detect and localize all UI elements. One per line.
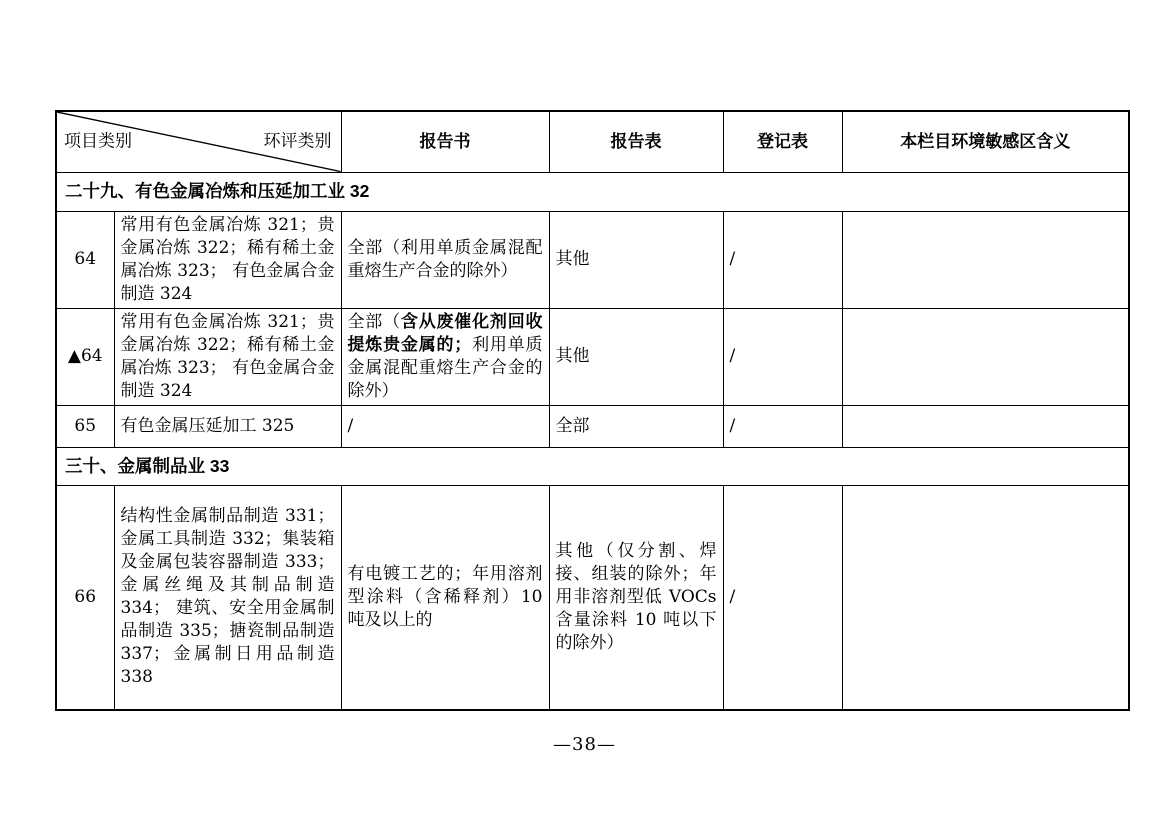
row-65-registration-form: / <box>723 405 842 447</box>
row-64-registration-form: / <box>723 211 842 308</box>
page-number: —38— <box>553 734 616 755</box>
row-64t-category: 常用有色金属冶炼 321；贵金属冶炼 322；稀有稀土金属冶炼 323； 有色金属合金制造 324 <box>114 308 341 405</box>
row-66-category: 结构性金属制品制造 331；金属工具制造 332；集装箱及金属包装容器制造 333；金属丝绳及其制品制造 334； 建筑、安全用金属制品制造 335；搪瓷制品制造 337；金属制日用品制造 338 <box>114 485 341 710</box>
row-64t-registration-form: / <box>723 308 842 405</box>
row-64t-sensitive-area-meaning <box>842 308 1129 405</box>
row-64t-report-book-prefix: 全部（ <box>347 311 401 332</box>
eia-classification-table <box>55 110 1130 711</box>
row-66-sensitive-area-meaning <box>842 485 1129 710</box>
header-project-category: 项目类别 <box>64 131 132 152</box>
row-64t-report-book <box>341 308 549 405</box>
row-65-report-form: 全部 <box>549 405 723 447</box>
section-row-29 <box>56 172 1129 211</box>
row-64-report-form: 其他 <box>549 211 723 308</box>
row-64-sensitive-area-meaning <box>842 211 1129 308</box>
row-65-number: 65 <box>56 405 114 447</box>
table-row-64-triangle <box>56 308 1129 405</box>
section-title-30: 三十、金属制品业 33 <box>56 447 1129 485</box>
header-diagonal-cell <box>56 111 341 172</box>
header-sensitive-area-meaning: 本栏目环境敏感区含义 <box>842 111 1129 172</box>
row-65-report-book: / <box>341 405 549 447</box>
header-registration-form: 登记表 <box>723 111 842 172</box>
row-65-sensitive-area-meaning <box>842 405 1129 447</box>
table-row-64 <box>56 211 1129 308</box>
section-row-30 <box>56 447 1129 485</box>
row-64t-report-form: 其他 <box>549 308 723 405</box>
row-64-number: 64 <box>56 211 114 308</box>
header-report-form: 报告表 <box>549 111 723 172</box>
row-66-number: 66 <box>56 485 114 710</box>
row-64t-report-book-suffix: 利用单质金属混配重熔生产合金的除外） <box>347 334 543 401</box>
row-64-report-book: 全部（利用单质金属混配重熔生产合金的除外） <box>341 211 549 308</box>
header-report-book: 报告书 <box>341 111 549 172</box>
row-64t-number: ▲64 <box>56 308 114 405</box>
row-66-registration-form: / <box>723 485 842 710</box>
table-row-65 <box>56 405 1129 447</box>
row-64t-report-book-bold: 含从废催化剂回收提炼贵金属的； <box>347 311 543 355</box>
section-title-29: 二十九、有色金属冶炼和压延加工业 32 <box>56 172 1129 211</box>
table-row-66 <box>56 485 1129 710</box>
row-64-category: 常用有色金属冶炼 321；贵金属冶炼 322；稀有稀土金属冶炼 323； 有色金属合金制造 324 <box>114 211 341 308</box>
table-header-row <box>56 111 1129 172</box>
row-65-category: 有色金属压延加工 325 <box>114 405 341 447</box>
header-eia-category: 环评类别 <box>263 131 332 152</box>
row-66-report-book: 有电镀工艺的；年用溶剂型涂料（含稀释剂）10 吨及以上的 <box>341 485 549 710</box>
row-66-report-form: 其他（仅分割、焊接、组装的除外；年用非溶剂型低 VOCs 含量涂料 10 吨以下的除外） <box>549 485 723 710</box>
